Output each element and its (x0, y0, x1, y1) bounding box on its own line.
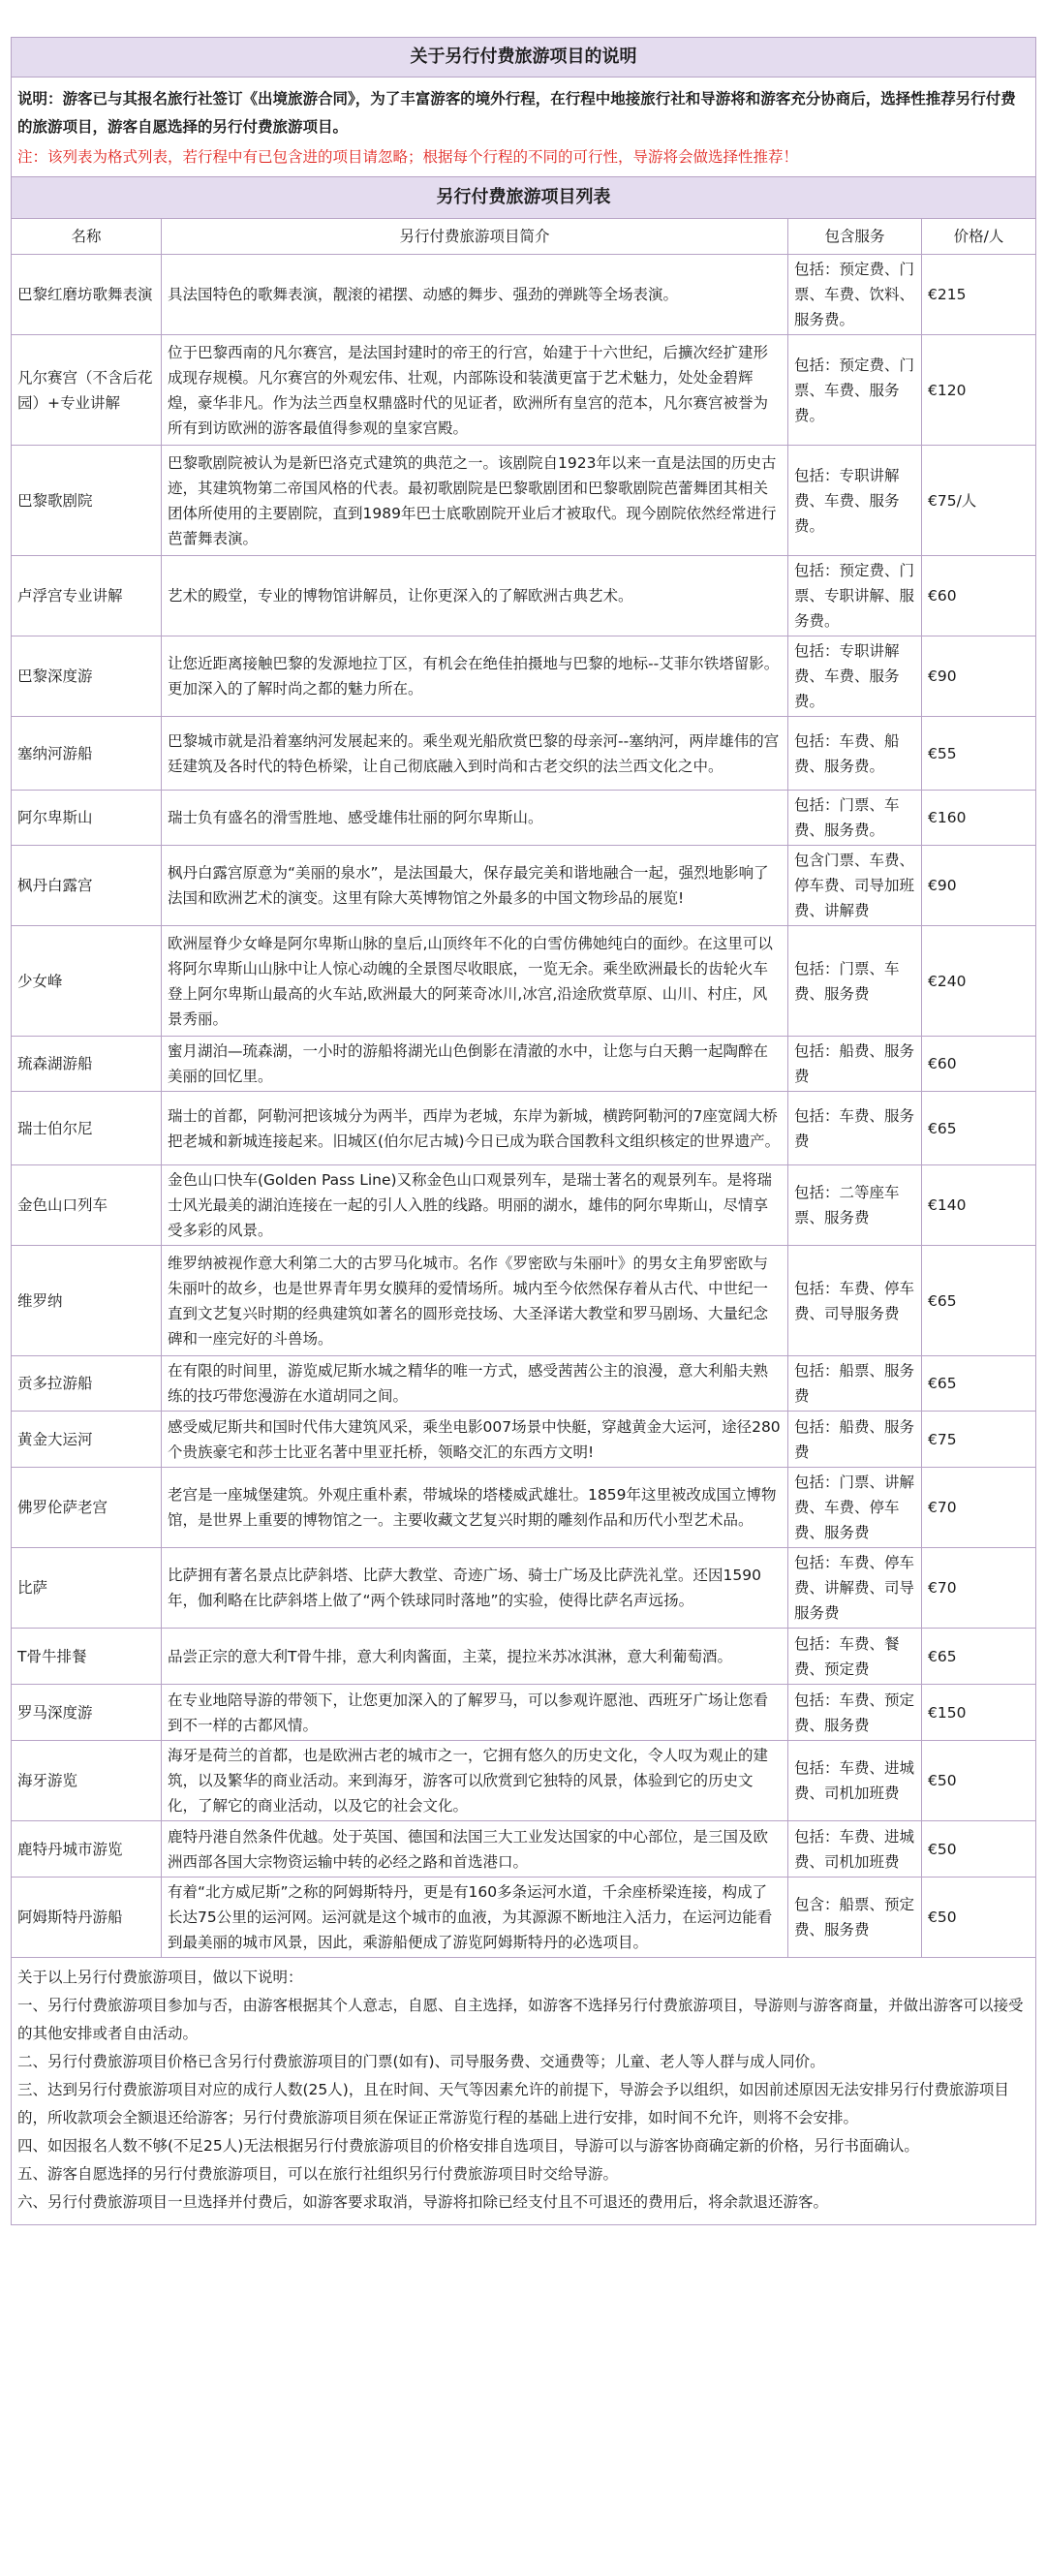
table-row (12, 1629, 1036, 1685)
tour-name: 黄金大运河 (12, 1412, 162, 1468)
footer-note-line: 五、游客自愿选择的另行付费旅游项目，可以在旅行社组织另行付费旅游项目时交给导游。 (17, 2165, 619, 2183)
tour-description: 瑞士的首都，阿勒河把该城分为两半，西岸为老城，东岸为新城，横跨阿勒河的7座宽阔大桥把老城和新城连接起来。旧城区(伯尔尼古城)今日已成为联合国教科文组织核定的世界遗产。 (162, 1092, 788, 1165)
table-row (12, 1037, 1036, 1092)
table-row (12, 1685, 1036, 1741)
tour-included-services: 包括：车费、服务费 (788, 1092, 922, 1165)
tour-price: €65 (922, 1246, 1036, 1356)
tour-price: €140 (922, 1165, 1036, 1246)
tour-name: 鹿特丹城市游览 (12, 1821, 162, 1878)
tour-included-services: 包括：门票、讲解费、车费、停车费、服务费 (788, 1468, 922, 1548)
intro-note: 注：该列表为格式列表，若行程中有已包含进的项目请忽略；根据每个行程的不同的可行性，导游将会做选择性推荐！ (17, 148, 799, 166)
intro-row (12, 78, 1036, 177)
tour-included-services: 包括：船费、服务费 (788, 1412, 922, 1468)
optional-tours-table (11, 37, 1036, 2225)
tour-included-services: 包括：预定费、门票、车费、饮料、服务费。 (788, 255, 922, 335)
tour-price: €50 (922, 1821, 1036, 1878)
tour-name: 瑞士伯尔尼 (12, 1092, 162, 1165)
tour-included-services: 包含：船票、预定费、服务费 (788, 1878, 922, 1958)
tour-description: 艺术的殿堂，专业的博物馆讲解员，让你更深入的了解欧洲古典艺术。 (162, 556, 788, 636)
footer-note-line: 关于以上另行付费旅游项目，做以下说明： (17, 1969, 303, 1986)
tour-description: 维罗纳被视作意大利第二大的古罗马化城市。名作《罗密欧与朱丽叶》的男女主角罗密欧与朱丽叶的故乡，也是世界青年男女膜拜的爱情场所。城内至今依然保存着从古代、中世纪一直到文艺复兴时期的经典建筑如著名的圆形竞技场、大圣泽诺大教堂和罗马剧场、大量纪念碑和一座完好的斗兽场。 (162, 1246, 788, 1356)
tour-name: 比萨 (12, 1548, 162, 1629)
tour-name: 罗马深度游 (12, 1685, 162, 1741)
tour-name: 凡尔赛宫（不含后花园）+专业讲解 (12, 335, 162, 446)
tour-name: 巴黎红磨坊歌舞表演 (12, 255, 162, 335)
table-row (12, 1878, 1036, 1958)
footer-note-line: 三、达到另行付费旅游项目对应的成行人数(25人)，且在时间、天气等因素允许的前提下，导游会予以组织，如因前述原因无法安排另行付费旅游项目的，所收款项会全额退还给游客；另行付费旅游项目须在保证正常游览行程的基础上进行安排，如时间不允许，则将不会安排。 (17, 2081, 1009, 2126)
tour-description: 枫丹白露宫原意为“美丽的泉水”，是法国最大，保存最完美和谐地融合一起，强烈地影响了法国和欧洲艺术的演变。这里有除大英博物馆之外最多的中国文物珍品的展览! (162, 846, 788, 926)
table-row (12, 926, 1036, 1037)
table-row (12, 846, 1036, 926)
table-row (12, 636, 1036, 717)
tour-included-services: 包含门票、车费、停车费、司导加班费、讲解费 (788, 846, 922, 926)
footer-row (12, 1958, 1036, 2225)
tour-included-services: 包括：门票、车费、服务费。 (788, 791, 922, 846)
tour-name: 金色山口列车 (12, 1165, 162, 1246)
tour-included-services: 包括：车费、进城费、司机加班费 (788, 1741, 922, 1821)
tour-name: 佛罗伦萨老宫 (12, 1468, 162, 1548)
tour-description: 让您近距离接触巴黎的发源地拉丁区，有机会在绝佳拍摄地与巴黎的地标--艾菲尔铁塔留影。更加深入的了解时尚之都的魅力所在。 (162, 636, 788, 717)
footer-note-line: 一、另行付费旅游项目参加与否，由游客根据其个人意志，自愿、自主选择，如游客不选择另行付费旅游项目，导游则与游客商量，并做出游客可以接受的其他安排或者自由活动。 (17, 1997, 1024, 2042)
table-row (12, 791, 1036, 846)
column-header-row (12, 219, 1036, 255)
tour-description: 欧洲屋脊少女峰是阿尔卑斯山脉的皇后,山顶终年不化的白雪仿佛她纯白的面纱。在这里可以将阿尔卑斯山山脉中让人惊心动魄的全景图尽收眼底，一览无余。乘坐欧洲最长的齿轮火车登上阿尔卑斯山最高的火车站,欧洲最大的阿莱奇冰川,冰宫,沿途欣赏草原、山川、村庄，风景秀丽。 (162, 926, 788, 1037)
tour-description: 鹿特丹港自然条件优越。处于英国、德国和法国三大工业发达国家的中心部位，是三国及欧洲西部各国大宗物资运输中转的必经之路和首选港口。 (162, 1821, 788, 1878)
table-row (12, 255, 1036, 335)
tour-included-services: 包括：预定费、门票、车费、服务费。 (788, 335, 922, 446)
tour-description: 比萨拥有著名景点比萨斜塔、比萨大教堂、奇迹广场、骑士广场及比萨洗礼堂。还因1590年，伽利略在比萨斜塔上做了“两个铁球同时落地”的实验，使得比萨名声远扬。 (162, 1548, 788, 1629)
footer-notes (12, 1958, 1036, 2225)
tour-name: 阿姆斯特丹游船 (12, 1878, 162, 1958)
tour-price: €70 (922, 1548, 1036, 1629)
table-row (12, 1468, 1036, 1548)
tour-price: €160 (922, 791, 1036, 846)
tour-name: 阿尔卑斯山 (12, 791, 162, 846)
tour-name: T骨牛排餐 (12, 1629, 162, 1685)
footer-note-line: 六、另行付费旅游项目一旦选择并付费后，如游客要求取消，导游将扣除已经支付且不可退还的费用后，将余款退还游客。 (17, 2193, 829, 2211)
tour-price: €65 (922, 1092, 1036, 1165)
tour-price: €90 (922, 846, 1036, 926)
tour-price: €150 (922, 1685, 1036, 1741)
table-row (12, 1092, 1036, 1165)
tour-description: 具法国特色的歌舞表演，靓滚的裙摆、动感的舞步、强劲的弹跳等全场表演。 (162, 255, 788, 335)
tour-included-services: 包括：车费、进城费、司机加班费 (788, 1821, 922, 1878)
tour-description: 瑞士负有盛名的滑雪胜地、感受雄伟壮丽的阿尔卑斯山。 (162, 791, 788, 846)
table-row (12, 1548, 1036, 1629)
tour-description: 位于巴黎西南的凡尔赛宫，是法国封建时的帝王的行宫，始建于十六世纪，后擴次经扩建形成现存规模。凡尔赛宫的外观宏伟、壮观，内部陈设和装潢更富于艺术魅力，处处金碧辉煌，豪华非凡。作为法兰西皇权鼎盛时代的见证者，欧洲所有皇宫的范本，凡尔赛宫被誉为所有到访欧洲的游客最值得参观的皇家宫殿。 (162, 335, 788, 446)
tour-included-services: 包括：车费、停车费、司导服务费 (788, 1246, 922, 1356)
tour-price: €65 (922, 1356, 1036, 1412)
table-row (12, 335, 1036, 446)
tour-description: 有着“北方威尼斯”之称的阿姆斯特丹，更是有160多条运河水道，千余座桥梁连接，构成了长达75公里的运河网。运河就是这个城市的血液，为其源源不断地注入活力，在运河边能看到最美丽的城市风景，因此，乘游船便成了游览阿姆斯特丹的必选项目。 (162, 1878, 788, 1958)
tour-included-services: 包括：车费、预定费、服务费 (788, 1685, 922, 1741)
tour-included-services: 包括：预定费、门票、专职讲解、服务费。 (788, 556, 922, 636)
tour-description: 海牙是荷兰的首都，也是欧洲古老的城市之一，它拥有悠久的历史文化，令人叹为观止的建筑，以及繁华的商业活动。来到海牙，游客可以欣赏到它独特的风景，体验到它的历史文化，了解它的商业活动，以及它的社会文化。 (162, 1741, 788, 1821)
title-row (12, 38, 1036, 78)
tour-name: 卢浮宫专业讲解 (12, 556, 162, 636)
tour-name: 塞纳河游船 (12, 717, 162, 791)
tour-price: €75/人 (922, 446, 1036, 556)
tour-included-services: 包括：二等座车票、服务费 (788, 1165, 922, 1246)
tour-description: 感受威尼斯共和国时代伟大建筑风采，乘坐电影007场景中快艇，穿越黄金大运河，途径280个贵族豪宅和莎士比亚名著中里亚托桥，领略交汇的东西方文明! (162, 1412, 788, 1468)
tour-name: 维罗纳 (12, 1246, 162, 1356)
tour-included-services: 包括：专职讲解费、车费、服务费。 (788, 636, 922, 717)
tour-price: €60 (922, 556, 1036, 636)
tour-price: €60 (922, 1037, 1036, 1092)
column-header-included: 包含服务 (788, 219, 922, 255)
tour-included-services: 包括：船票、服务费 (788, 1356, 922, 1412)
tour-name: 巴黎深度游 (12, 636, 162, 717)
tour-name: 枫丹白露宫 (12, 846, 162, 926)
table-row (12, 1412, 1036, 1468)
tour-price: €215 (922, 255, 1036, 335)
tour-price: €240 (922, 926, 1036, 1037)
tour-description: 蜜月湖泊—琉森湖，一小时的游船将湖光山色倒影在清澈的水中，让您与白天鹅一起陶醉在美丽的回忆里。 (162, 1037, 788, 1092)
tour-price: €50 (922, 1878, 1036, 1958)
tour-included-services: 包括：车费、船费、服务费。 (788, 717, 922, 791)
footer-note-line: 四、如因报名人数不够(不足25人)无法根据另行付费旅游项目的价格安排自选项目，导游可以与游客协商确定新的价格，另行书面确认。 (17, 2137, 919, 2155)
list-title: 另行付费旅游项目列表 (12, 177, 1036, 219)
table-row (12, 556, 1036, 636)
column-header-name: 名称 (12, 219, 162, 255)
column-header-price: 价格/人 (922, 219, 1036, 255)
table-row (12, 1741, 1036, 1821)
tour-name: 海牙游览 (12, 1741, 162, 1821)
tour-description: 品尝正宗的意大利T骨牛排，意大利肉酱面，主菜，提拉米苏冰淇淋，意大利葡萄酒。 (162, 1629, 788, 1685)
tour-price: €90 (922, 636, 1036, 717)
footer-note-line: 二、另行付费旅游项目价格已含另行付费旅游项目的门票(如有)、司导服务费、交通费等；儿童、老人等人群与成人同价。 (17, 2053, 825, 2070)
tour-name: 琉森湖游船 (12, 1037, 162, 1092)
tour-included-services: 包括：车费、餐费、预定费 (788, 1629, 922, 1685)
tour-description: 在专业地陪导游的带领下，让您更加深入的了解罗马，可以参观许愿池、西班牙广场让您看到不一样的古都风情。 (162, 1685, 788, 1741)
tour-description: 金色山口快车(Golden Pass Line)又称金色山口观景列车，是瑞士著名的观景列车。是将瑞士风光最美的湖泊连接在一起的引人入胜的线路。明丽的湖水，雄伟的阿尔卑斯山，尽情享受多彩的风景。 (162, 1165, 788, 1246)
tour-description: 在有限的时间里，游览威尼斯水城之精华的唯一方式，感受茜茜公主的浪漫，意大利船夫熟练的技巧带您漫游在水道胡同之间。 (162, 1356, 788, 1412)
tour-description: 巴黎歌剧院被认为是新巴洛克式建筑的典范之一。该剧院自1923年以来一直是法国的历史古迹，其建筑物第二帝国风格的代表。最初歌剧院是巴黎歌剧团和巴黎歌剧院芭蕾舞团其相关团体所使用的主要剧院，直到1989年巴士底歌剧院开业后才被取代。现今剧院依然经常进行芭蕾舞表演。 (162, 446, 788, 556)
tour-price: €65 (922, 1629, 1036, 1685)
tour-included-services: 包括：船费、服务费 (788, 1037, 922, 1092)
tour-description: 老宫是一座城堡建筑。外观庄重朴素，带城垛的塔楼威武雄壮。1859年这里被改成国立博物馆，是世界上重要的博物馆之一。主要收藏文艺复兴时期的雕刻作品和历代小型艺术品。 (162, 1468, 788, 1548)
tour-included-services: 包括：车费、停车费、讲解费、司导服务费 (788, 1548, 922, 1629)
tour-description: 巴黎城市就是沿着塞纳河发展起来的。乘坐观光船欣赏巴黎的母亲河--塞纳河，两岸雄伟的宫廷建筑及各时代的特色桥梁，让自己彻底融入到时尚和古老交织的法兰西文化之中。 (162, 717, 788, 791)
tour-name: 巴黎歌剧院 (12, 446, 162, 556)
table-row (12, 717, 1036, 791)
table-row (12, 1165, 1036, 1246)
tour-included-services: 包括：专职讲解费、车费、服务费。 (788, 446, 922, 556)
tour-price: €75 (922, 1412, 1036, 1468)
tour-price: €70 (922, 1468, 1036, 1548)
tour-name: 少女峰 (12, 926, 162, 1037)
column-header-desc: 另行付费旅游项目简介 (162, 219, 788, 255)
page-title: 关于另行付费旅游项目的说明 (12, 38, 1036, 78)
table-row (12, 1821, 1036, 1878)
tour-included-services: 包括：门票、车费、服务费 (788, 926, 922, 1037)
intro-text: 说明：游客已与其报名旅行社签订《出境旅游合同》，为了丰富游客的境外行程，在行程中地接旅行社和导游将和游客充分协商后，选择性推荐另行付费的旅游项目，游客自愿选择的另行付费旅游项目。 (17, 90, 1016, 136)
document (11, 0, 1035, 2225)
tour-price: €50 (922, 1741, 1036, 1821)
tour-name: 贡多拉游船 (12, 1356, 162, 1412)
table-row (12, 446, 1036, 556)
tour-price: €120 (922, 335, 1036, 446)
table-row (12, 1246, 1036, 1356)
list-title-row (12, 177, 1036, 219)
table-row (12, 1356, 1036, 1412)
tour-price: €55 (922, 717, 1036, 791)
